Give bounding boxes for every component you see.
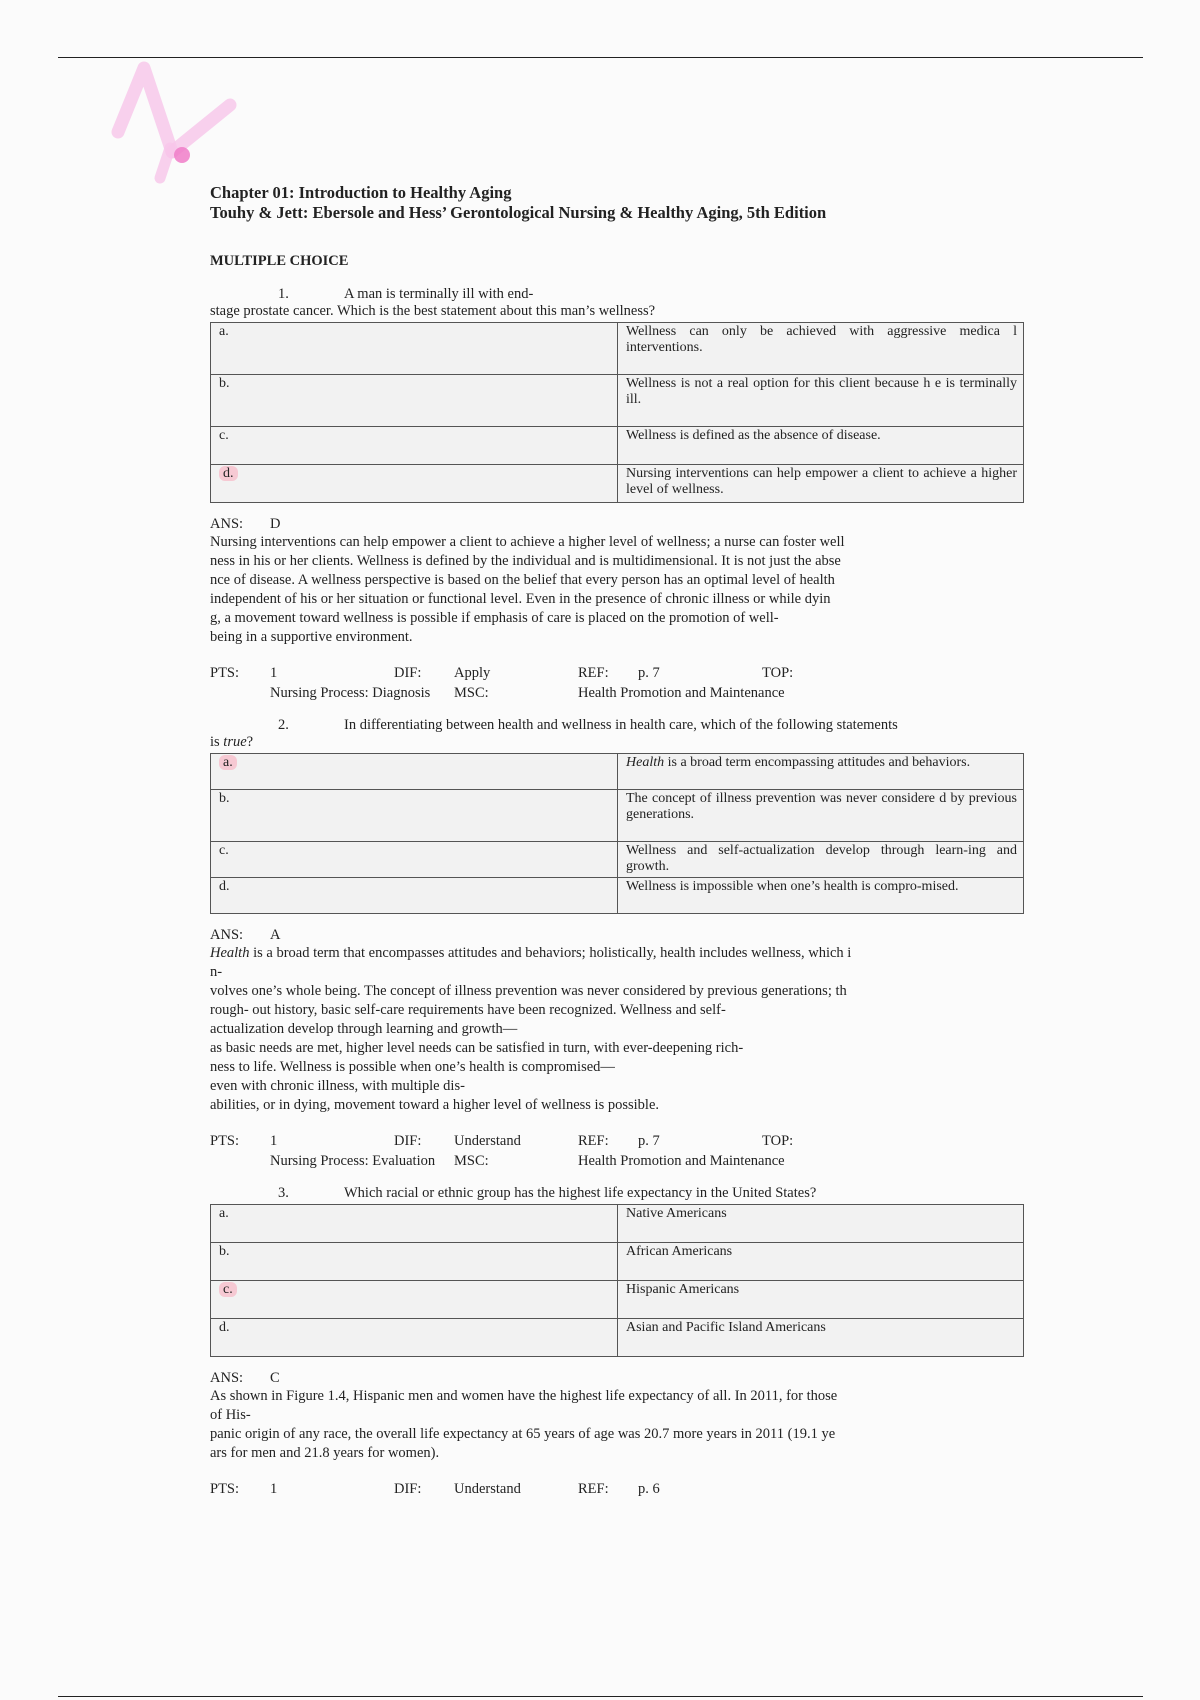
question-metadata <box>210 663 1040 703</box>
answer-value: D <box>270 516 281 532</box>
book-title: Touhy & Jett: Ebersole and Hess’ Gerontological Nursing & Healthy Aging, 5th Edition <box>210 203 827 222</box>
option-text: Native Americans <box>618 1205 1024 1243</box>
msc-value: Health Promotion and Maintenance <box>578 1153 785 1169</box>
option-letter: b. <box>211 790 618 842</box>
rationale-line: rough- out history, basic self-care requirements have been recognized. Wellness and self- <box>210 1002 726 1018</box>
option-letter: a. <box>211 1205 618 1243</box>
question-metadata <box>210 1131 1040 1171</box>
rationale-line: panic origin of any race, the overall life expectancy at 65 years of age was 20.7 more years in 2011 (19.1 ye <box>210 1426 836 1442</box>
rationale-line: volves one’s whole being. The concept of illness prevention was never considered by previous generations; th <box>210 983 847 999</box>
answer-value: C <box>270 1370 280 1386</box>
top-label: TOP: <box>762 665 794 681</box>
msc-value: Health Promotion and Maintenance <box>578 685 785 701</box>
option-letter: c. <box>211 842 618 878</box>
question-text-emphasis: true <box>223 734 247 750</box>
pts-label: PTS: <box>210 1133 240 1149</box>
option-letter: d. <box>211 878 618 914</box>
options-table <box>210 322 1024 503</box>
pts-value: 1 <box>270 665 278 681</box>
option-row[interactable] <box>211 790 1024 842</box>
rationale-line: as basic needs are met, higher level needs can be satisfied in turn, with ever-deepening rich- <box>210 1040 744 1056</box>
option-text: Wellness can only be achieved with aggressive medica l interventions. <box>618 323 1024 375</box>
dif-label: DIF: <box>394 1481 422 1497</box>
option-letter-highlighted: c. <box>219 1282 237 1297</box>
answer-line <box>210 927 1040 944</box>
rationale-line: nce of disease. A wellness perspective is based on the belief that every person has an optimal level of health <box>210 572 835 588</box>
rationale <box>210 944 1040 1115</box>
option-row[interactable] <box>211 375 1024 427</box>
document-page <box>210 183 1040 1499</box>
question-metadata <box>210 1479 1040 1499</box>
rationale-line: being in a supportive environment. <box>210 629 413 645</box>
pink-pen-checkmark <box>110 60 260 190</box>
answer-label: ANS: <box>210 927 244 943</box>
rationale <box>210 1387 1040 1463</box>
option-letter: c. <box>211 427 618 465</box>
option-letter: b. <box>211 1243 618 1281</box>
dif-label: DIF: <box>394 665 422 681</box>
answer-label: ANS: <box>210 1370 244 1386</box>
question-text: In differentiating between health and wellness in health care, which of the following statements <box>344 717 898 733</box>
rationale-line: n- <box>210 964 223 980</box>
rationale-line: even with chronic illness, with multiple dis- <box>210 1078 465 1094</box>
question-number: 3. <box>278 1185 289 1201</box>
option-row[interactable] <box>211 1205 1024 1243</box>
option-text-part: is a broad term encompassing attitudes and behaviors. <box>664 755 971 770</box>
option-text: Nursing interventions can help empower a client to achieve a higher level of wellness. <box>618 465 1024 503</box>
rationale-line: ness in his or her clients. Wellness is defined by the individual and is multidimensional. It is not just the abse <box>210 553 841 569</box>
question-2 <box>210 717 1040 1171</box>
top-label: TOP: <box>762 1133 794 1149</box>
section-title: MULTIPLE CHOICE <box>210 253 349 269</box>
option-text: The concept of illness prevention was never considere d by previous generations. <box>618 790 1024 842</box>
option-row[interactable] <box>211 1319 1024 1357</box>
msc-label: MSC: <box>454 685 489 701</box>
question-3 <box>210 1185 1040 1499</box>
question-text-cont <box>210 734 1040 751</box>
option-text: Asian and Pacific Island Americans <box>618 1319 1024 1357</box>
option-letter: b. <box>211 375 618 427</box>
rationale <box>210 533 1040 647</box>
rationale-line <box>210 944 1040 963</box>
option-row[interactable] <box>211 842 1024 878</box>
answer-value: A <box>270 927 281 943</box>
option-row[interactable] <box>211 754 1024 790</box>
option-text <box>618 754 1024 790</box>
pts-label: PTS: <box>210 1481 240 1497</box>
answer-line <box>210 1370 1040 1387</box>
option-row[interactable] <box>211 1281 1024 1319</box>
ref-label: REF: <box>578 1481 609 1497</box>
option-row[interactable] <box>211 427 1024 465</box>
chapter-title: Chapter 01: Introduction to Healthy Aging <box>210 183 512 202</box>
question-number: 1. <box>278 286 289 302</box>
question-text-cont: stage prostate cancer. Which is the best statement about this man’s wellness? <box>210 303 656 319</box>
rationale-line: independent of his or her situation or functional level. Even in the presence of chronic illness or while dyin <box>210 591 831 607</box>
ref-label: REF: <box>578 665 609 681</box>
question-1 <box>210 286 1040 703</box>
msc-label: MSC: <box>454 1153 489 1169</box>
nursing-process: Nursing Process: Diagnosis <box>270 685 431 701</box>
question-text-part: ? <box>246 734 254 750</box>
rationale-line: actualization develop through learning and growth— <box>210 1021 518 1037</box>
dif-value: Apply <box>454 665 491 681</box>
pts-value: 1 <box>270 1133 278 1149</box>
option-text: Wellness is impossible when one’s health is compro-mised. <box>618 878 1024 914</box>
question-text-part: is <box>210 734 224 750</box>
question-text: A man is terminally ill with end- <box>344 286 534 302</box>
ref-value: p. 7 <box>638 1133 660 1149</box>
question-stem <box>210 1185 1040 1202</box>
answer-label: ANS: <box>210 516 244 532</box>
ref-label: REF: <box>578 1133 609 1149</box>
options-table <box>210 1204 1024 1357</box>
rationale-line: of His- <box>210 1407 251 1423</box>
option-text: Wellness is not a real option for this client because h e is terminally ill. <box>618 375 1024 427</box>
rationale-text: is a broad term that encompasses attitudes and behaviors; holistically, health includes wellness, which i <box>249 945 852 961</box>
rationale-line: g, a movement toward wellness is possible if emphasis of care is placed on the promotion of well- <box>210 610 779 626</box>
rationale-line: ness to life. Wellness is possible when one’s health is compromised— <box>210 1059 615 1075</box>
dif-value: Understand <box>454 1133 521 1149</box>
dif-label: DIF: <box>394 1133 422 1149</box>
option-letter-highlighted: d. <box>219 466 238 481</box>
dif-value: Understand <box>454 1481 521 1497</box>
rationale-line: ars for men and 21.8 years for women). <box>210 1445 440 1461</box>
answer-line <box>210 516 1040 533</box>
top-rule <box>58 57 1143 58</box>
rationale-line: Nursing interventions can help empower a client to achieve a higher level of wellness; a nurse can foster well <box>210 534 845 550</box>
question-stem <box>210 717 1040 734</box>
rationale-emphasis: Health <box>210 945 250 961</box>
pts-label: PTS: <box>210 665 240 681</box>
option-row[interactable] <box>211 1243 1024 1281</box>
option-letter-highlighted: a. <box>219 755 237 770</box>
question-stem <box>210 286 1040 303</box>
option-text: Wellness and self-actualization develop through learn-ing and growth. <box>618 842 1024 878</box>
rationale-line: As shown in Figure 1.4, Hispanic men and women have the highest life expectancy of all. In 2011, for those <box>210 1388 838 1404</box>
option-text: African Americans <box>618 1243 1024 1281</box>
option-text: Hispanic Americans <box>618 1281 1024 1319</box>
nursing-process: Nursing Process: Evaluation <box>270 1153 436 1169</box>
option-letter: d. <box>211 1319 618 1357</box>
bottom-rule <box>58 1696 1143 1697</box>
option-text-emphasis: Health <box>626 755 665 770</box>
question-number: 2. <box>278 717 289 733</box>
ref-value: p. 7 <box>638 665 660 681</box>
option-row[interactable] <box>211 323 1024 375</box>
option-text: Wellness is defined as the absence of disease. <box>618 427 1024 465</box>
option-row[interactable] <box>211 878 1024 914</box>
pts-value: 1 <box>270 1481 278 1497</box>
question-text: Which racial or ethnic group has the highest life expectancy in the United States? <box>344 1185 817 1201</box>
option-letter: a. <box>211 323 618 375</box>
ref-value: p. 6 <box>638 1481 660 1497</box>
option-row[interactable] <box>211 465 1024 503</box>
options-table <box>210 753 1024 914</box>
rationale-line: abilities, or in dying, movement toward a higher level of wellness is possible. <box>210 1097 660 1113</box>
